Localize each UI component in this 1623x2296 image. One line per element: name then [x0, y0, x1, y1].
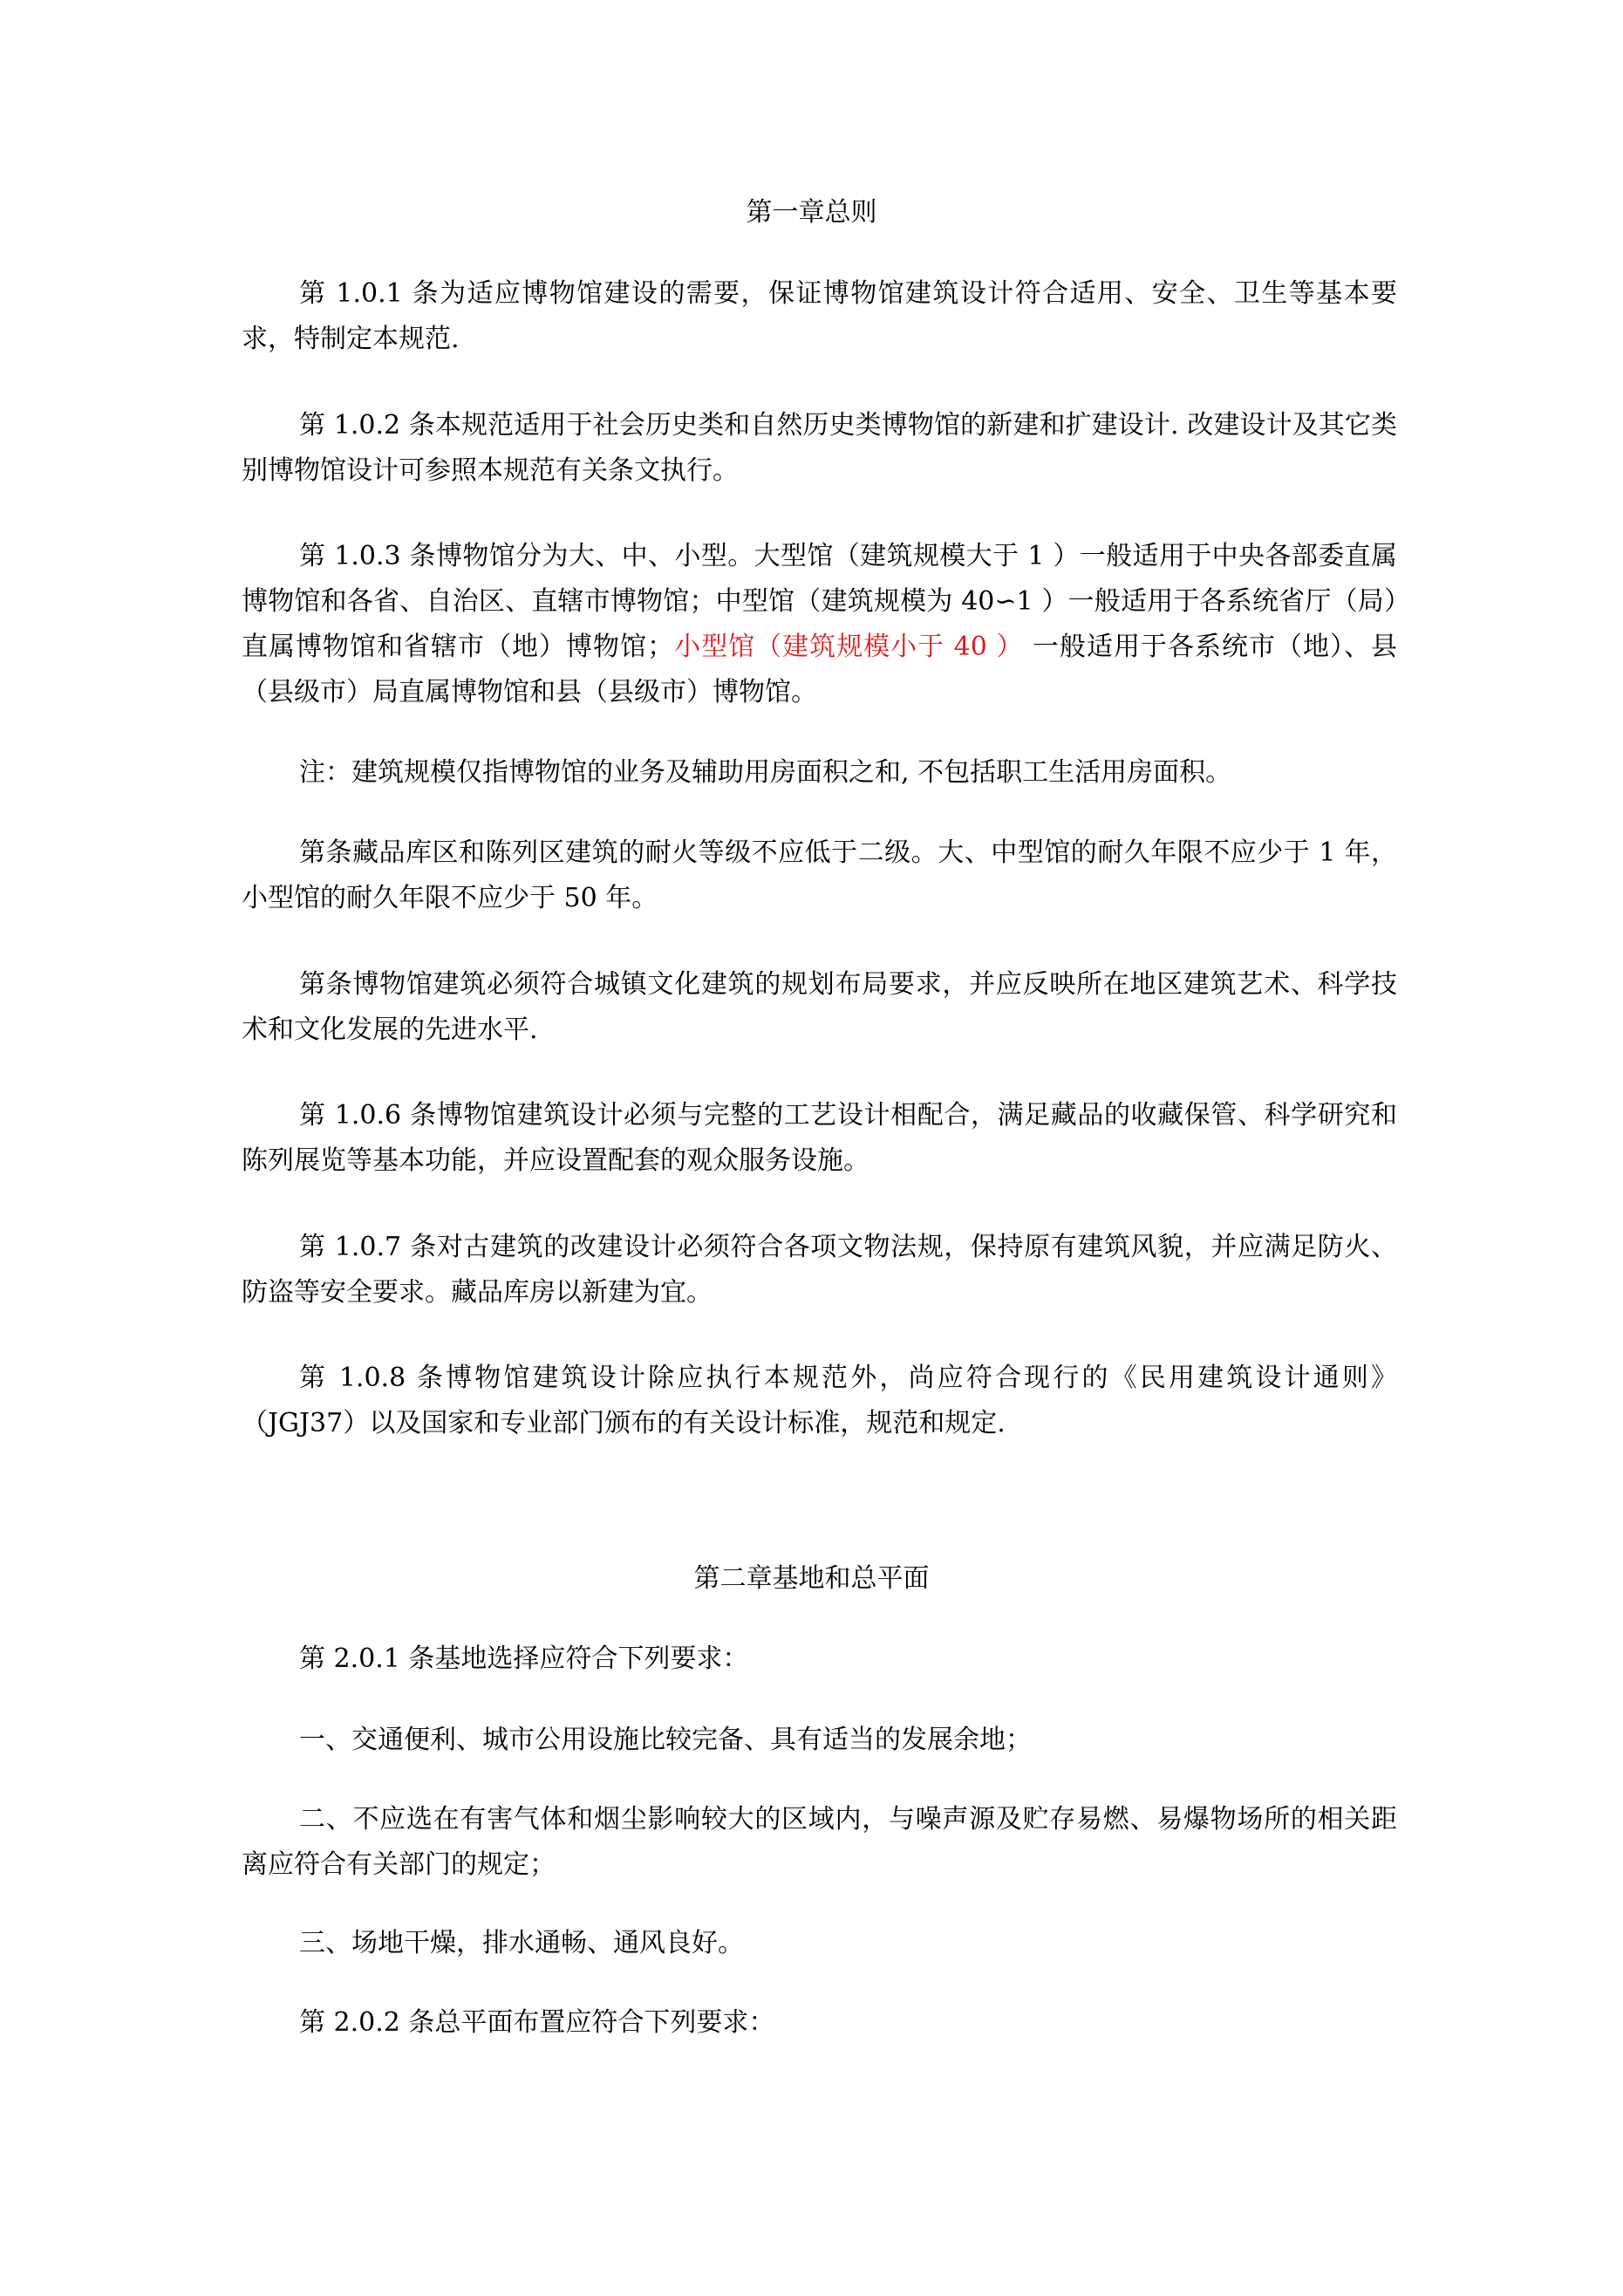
clause-2-0-2: 第 2.0.2 条总平面布置应符合下列要求：: [299, 2007, 775, 2038]
site-requirement-3: 三、场地干燥，排水通畅、通风良好。: [299, 1928, 744, 1958]
chapter-2-title: 第二章基地和总平面: [693, 1563, 930, 1594]
site-requirement-1: 一、交通便利、城市公用设施比较完备、具有适当的发展余地；: [299, 1725, 1032, 1755]
scale-note: 注：建筑规模仅指博物馆的业务及辅助用房面积之和, 不包括职工生活用房面积。: [299, 757, 1232, 788]
clause-2-0-1: 第 2.0.1 条基地选择应符合下列要求：: [299, 1643, 749, 1674]
chapter-1-title: 第一章总则: [746, 197, 877, 228]
clause-1-0-1: 第 1.0.1 条为适应博物馆建设的需要，保证博物馆建筑设计符合适用、安全、卫生等基本要求，特制定本规范.: [242, 278, 1397, 354]
clause-1-0-6: 第 1.0.6 条博物馆建筑设计必须与完整的工艺设计相配合，满足藏品的收藏保管、科学研究和陈列展览等基本功能，并应设置配套的观众服务设施。: [242, 1100, 1397, 1176]
clause-1-0-5: 第条博物馆建筑必须符合城镇文化建筑的规划布局要求，并应反映所在地区建筑艺术、科学技术和文化发展的先进水平.: [242, 969, 1397, 1045]
clause-1-0-2: 第 1.0.2 条本规范适用于社会历史类和自然历史类博物馆的新建和扩建设计. 改建设计及其它类别博物馆设计可参照本规范有关条文执行。: [242, 410, 1397, 486]
clause-1-0-3: [242, 534, 1397, 715]
clause-1-0-8: 第 1.0.8 条博物馆建筑设计除应执行本规范外，尚应符合现行的《民用建筑设计通则》（JGJ37）以及国家和专业部门颁布的有关设计标准，规范和规定.: [242, 1363, 1397, 1438]
clause-1-0-3-part-b: 一般适用于各系统市（地）、县（县级市）局直属博物馆和县（县级市）博物馆。: [242, 632, 1397, 707]
site-requirement-2: 二、不应选在有害气体和烟尘影响较大的区域内，与噪声源及贮存易燃、易爆物场所的相关距离应符合有关部门的规定；: [242, 1804, 1397, 1880]
clause-1-0-3-part-a: 第 1.0.3 条博物馆分为大、中、小型。大型馆（建筑规模大于 1 ）一般适用于中央各部委直属博物馆和各省、自治区、直辖市博物馆；中型馆（建筑规模为 40∽1 ）一般适用于各系统省厅（局）直属博物馆和省辖市（地）博物馆；: [242, 541, 1397, 662]
clause-1-0-7: 第 1.0.7 条对古建筑的改建设计必须符合各项文物法规，保持原有建筑风貌，并应满足防火、防盗等安全要求。藏品库房以新建为宜。: [242, 1232, 1397, 1308]
clause-1-0-4: 第条藏品库区和陈列区建筑的耐火等级不应低于二级。大、中型馆的耐久年限不应少于 1 年，小型馆的耐久年限不应少于 50 年。: [242, 837, 1397, 913]
small-museum-highlight: 小型馆（建筑规模小于 40 ）: [673, 632, 1024, 662]
